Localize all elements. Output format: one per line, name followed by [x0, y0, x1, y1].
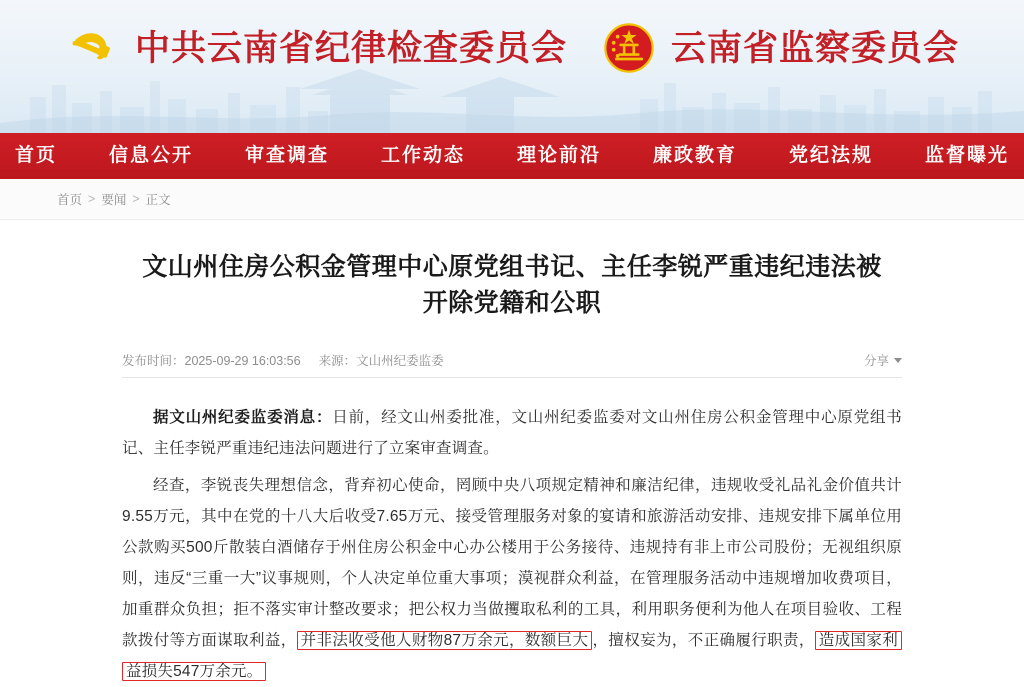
breadcrumb-item-current: 正文: [145, 193, 171, 207]
masthead-left-title: 中共云南省纪律检查委员会: [134, 28, 567, 68]
nav-item-education[interactable]: 廉政教育: [653, 145, 738, 166]
breadcrumb-separator-1: >: [88, 192, 96, 206]
paragraph-1-lead: 据文山州纪委监委消息：: [153, 409, 333, 426]
article-container: [122, 220, 902, 687]
nav-item-exposure[interactable]: 监督曝光: [925, 145, 1010, 166]
national-emblem-icon: [601, 20, 657, 76]
article-meta: [122, 343, 902, 378]
ccp-party-emblem-icon: [65, 20, 121, 76]
highlight-state-loss: 造成国家利益损失547万余元。: [122, 631, 902, 681]
page-title: 文山州住房公积金管理中心原党组书记、主任李锐严重违纪违法被开除党籍和公职: [142, 253, 882, 317]
breadcrumb-separator-2: >: [132, 192, 140, 206]
share-button[interactable]: [864, 351, 902, 369]
highlight-illegal-acceptance: 并非法收受他人财物87万余元，数额巨大: [297, 631, 593, 650]
brand-right: [601, 20, 959, 76]
breadcrumb: [57, 190, 171, 208]
article-body: [122, 402, 902, 687]
brand-left: [65, 20, 567, 76]
nav-item-home[interactable]: 首页: [14, 145, 57, 166]
breadcrumb-item-news[interactable]: 要闻: [101, 193, 127, 207]
nav-item-regulations[interactable]: 党纪法规: [789, 145, 874, 166]
breadcrumb-bar: [0, 179, 1024, 220]
nav-item-info-disclosure[interactable]: 信息公开: [108, 145, 193, 166]
main-navigation: [0, 133, 1024, 179]
site-masthead: [0, 0, 1024, 133]
breadcrumb-item-home[interactable]: 首页: [57, 193, 83, 207]
nav-item-work-news[interactable]: 工作动态: [380, 145, 465, 166]
publish-time: 发布时间：2025-09-29 16:03:56: [122, 354, 301, 368]
article-source: 来源：文山州纪委监委: [318, 354, 444, 368]
masthead-right-title: 云南省监察委员会: [671, 28, 960, 68]
nav-item-investigation[interactable]: 审查调查: [244, 145, 329, 166]
paragraph-1-rest: 日前，经文山州委批准，文山州纪委监委对文山州住房公积金管理中心原党组书记、主任李锐严重违纪违法问题进行了立案审查调查。: [122, 409, 902, 457]
nav-item-theory[interactable]: 理论前沿: [517, 145, 602, 166]
paragraph-2-part2: ，擅权妄为，不正确履行职责，: [592, 632, 815, 649]
paragraph-1: [122, 402, 902, 464]
paragraph-2: [122, 470, 902, 687]
share-label: 分享: [863, 354, 889, 368]
paragraph-2-part1: 经查，李锐丧失理想信念，背弃初心使命，罔顾中央八项规定精神和廉洁纪律，违规收受礼品礼金价值共计9.55万元，其中在党的十八大后收受7.65万元、接受管理服务对象的宴请和旅游活动安排、违规安排下属单位用公款购买500斤散装白酒储存于州住房公积金中心办公楼用于公务接待、违规持有非上市公司股份；无视组织原则，违反“三重一大”议事规则，个人决定单位重大事项；漠视群众利益，在管理服务活动中违规增加收费项目，加重群众负担；拒不落实审计整改要求；把公权力当做攫取私利的工具，利用职务便利为他人在项目验收、工程款拨付等方面谋取利益，: [122, 477, 902, 649]
chevron-down-icon: [894, 358, 902, 363]
